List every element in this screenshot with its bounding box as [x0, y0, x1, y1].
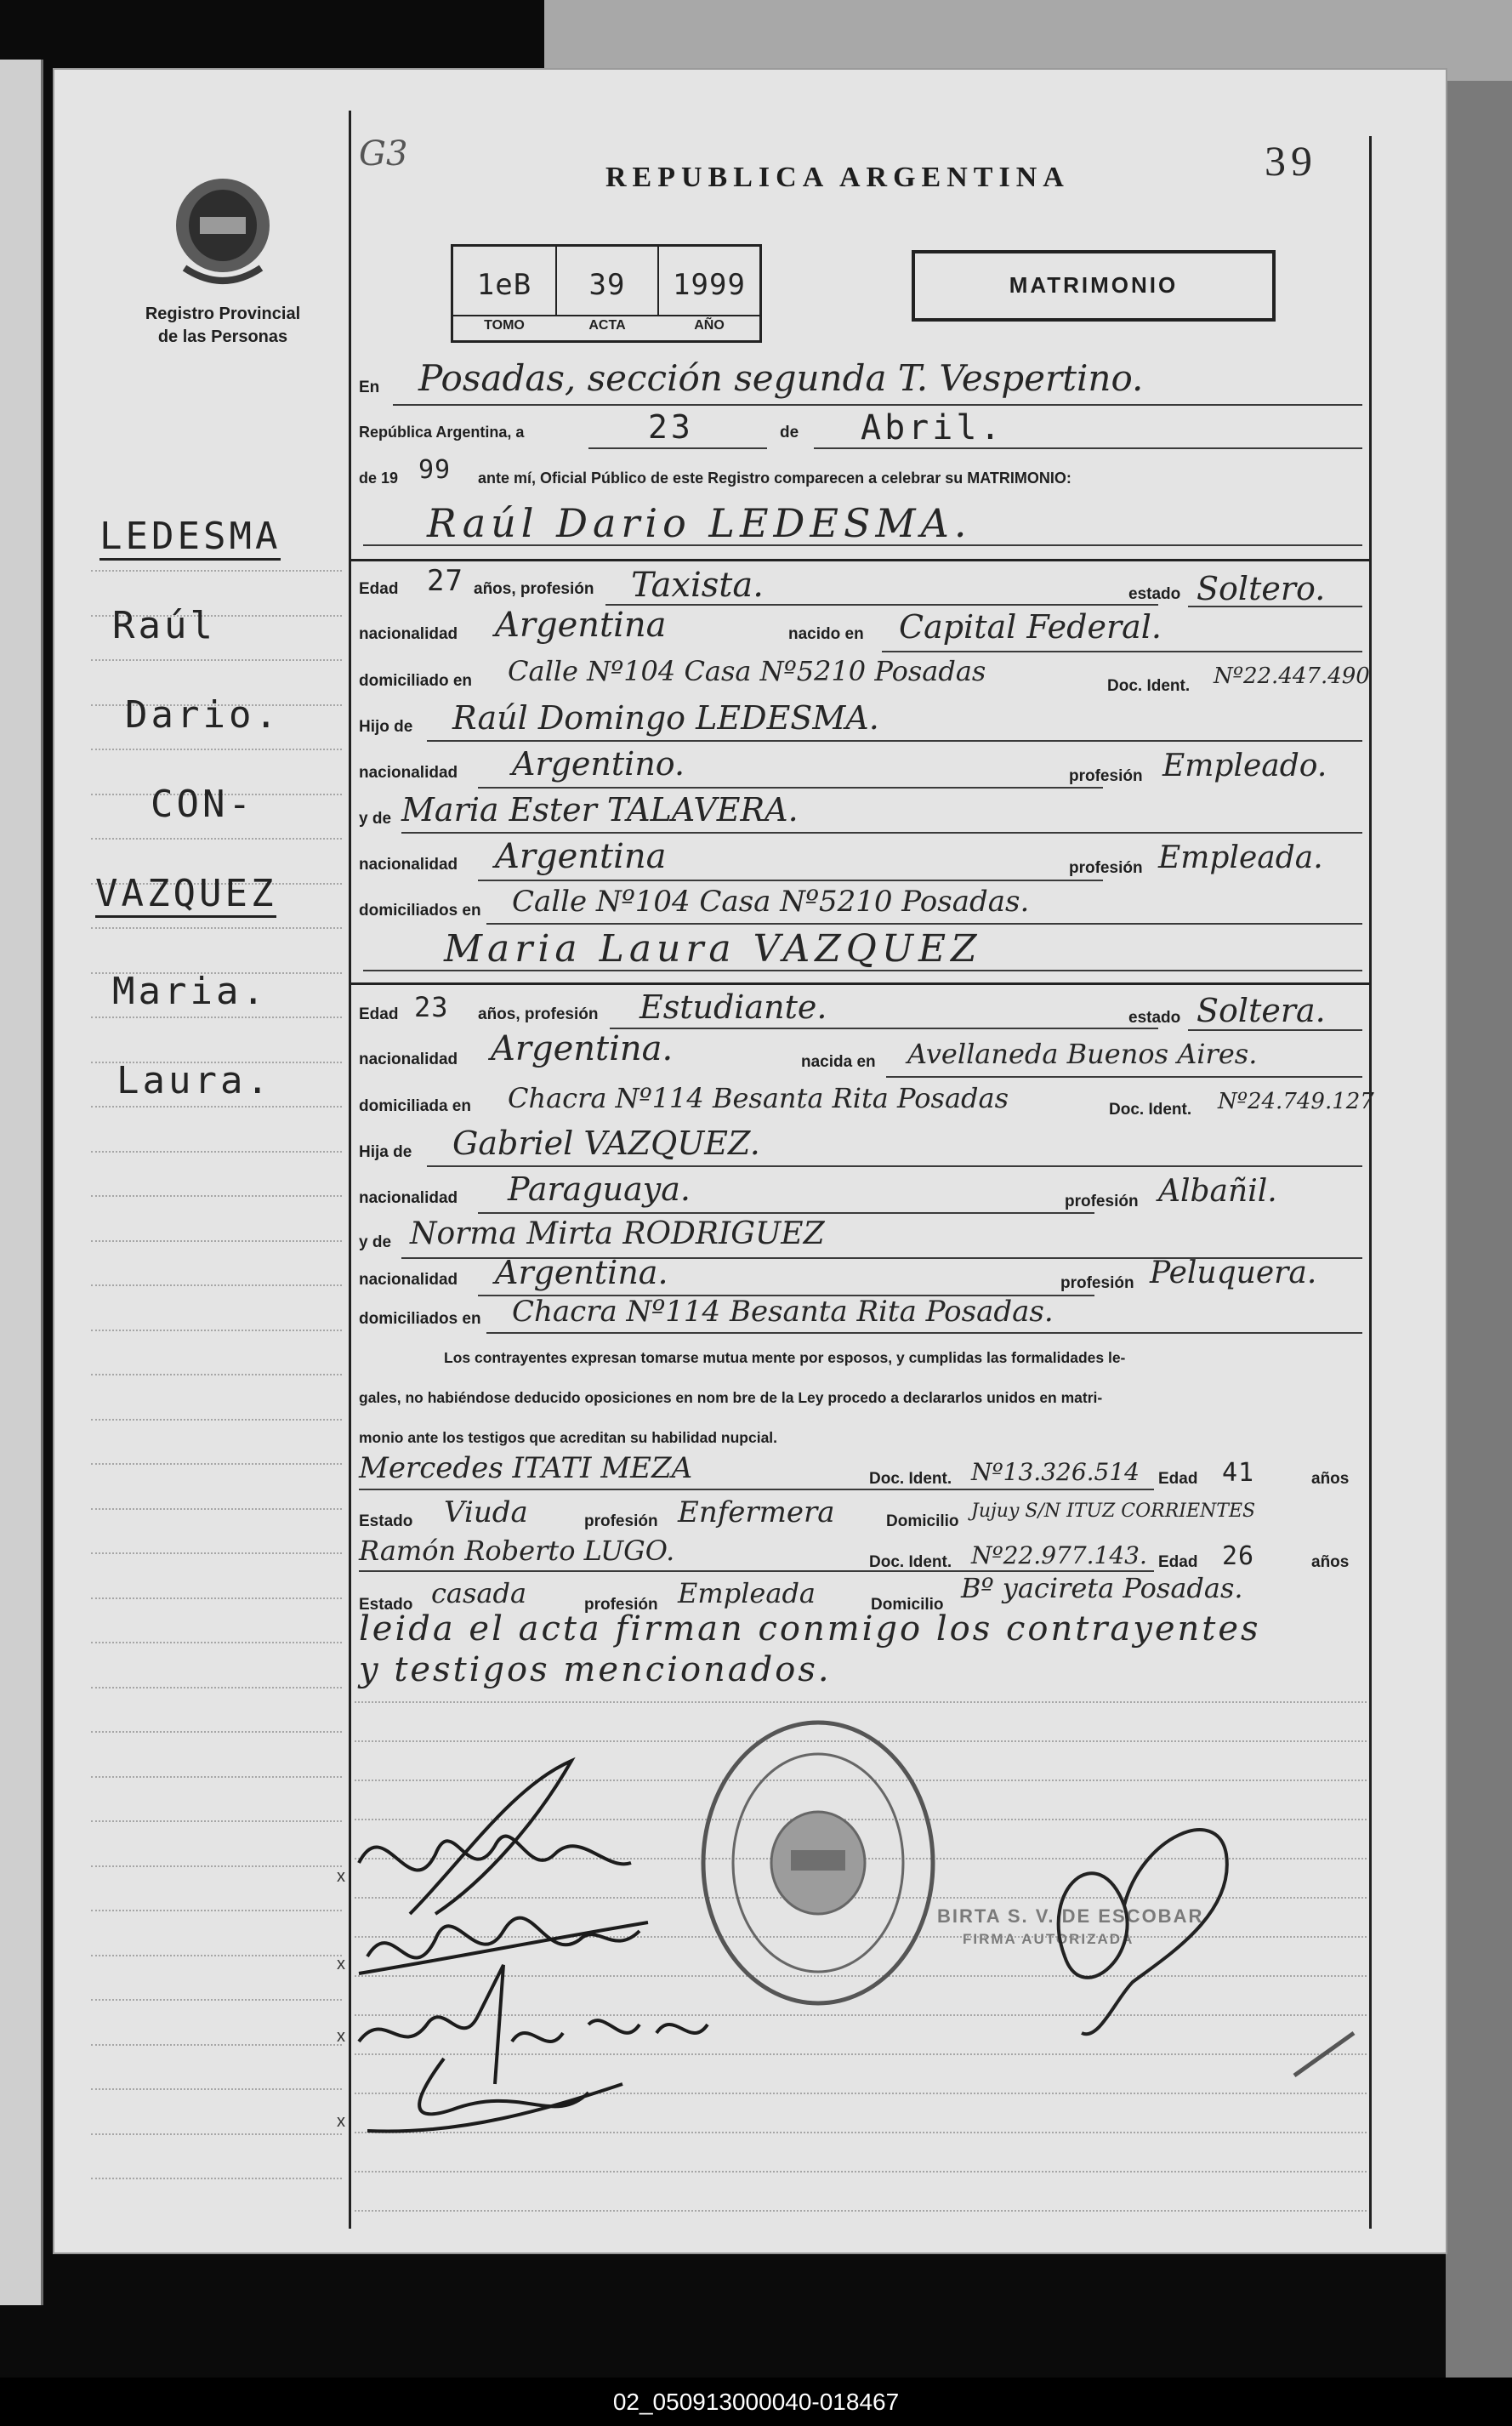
appear-text: ante mí, Oficial Público de este Registro comparecen a celebrar su MATRIMONIO:: [478, 470, 1071, 487]
margin-ruled-line: [91, 1910, 342, 1911]
margin-ruled-line: [91, 1731, 342, 1733]
ano-value: 1999: [673, 268, 746, 302]
margin-ruled-line: [91, 1463, 342, 1465]
margin-name-laura: Laura.: [117, 1059, 272, 1102]
tomo-value: 1eB: [476, 268, 532, 302]
bride-and-label: y de: [359, 1233, 392, 1251]
bride-father-nationality: Paraguaya.: [508, 1170, 691, 1208]
groom-dom-label: domiciliado en: [359, 672, 473, 690]
margin-ruled-line: [91, 749, 342, 750]
acta-value: 39: [588, 268, 626, 302]
bride-parents-dom-label: domiciliados en: [359, 1310, 481, 1328]
bride-estado: Soltera.: [1197, 992, 1326, 1029]
margin-ruled-line: [91, 1687, 342, 1689]
groom-domicile: Calle Nº104 Casa Nº5210 Posadas: [508, 655, 986, 687]
svg-text:x: x: [337, 1955, 345, 1973]
acta-label: ACTA: [588, 318, 626, 333]
witness1-domicile: Jujuy S/N ITUZ CORRIENTES: [971, 1501, 1256, 1522]
republic-heading: REPUBLICA ARGENTINA: [605, 162, 1070, 193]
en-label: En: [359, 379, 380, 396]
groom-nationality: Argentina: [495, 606, 667, 645]
book-binding: [0, 60, 43, 2305]
groom-mother-profession: Empleada.: [1158, 840, 1323, 875]
day-value: 23: [648, 408, 694, 446]
groom-father-nationality: Argentino.: [512, 745, 685, 783]
groom-nac-label: nacionalidad: [359, 625, 458, 643]
margin-surname-bride: VAZQUEZ: [95, 872, 276, 918]
bride-nac-label: nacionalidad: [359, 1051, 458, 1068]
margin-ruled-line: [91, 1195, 342, 1197]
margin-ruled-line: [91, 659, 342, 661]
witness1-prof-label: profesión: [584, 1512, 658, 1530]
witness1-name: Mercedes ITATI MEZA: [359, 1451, 693, 1485]
margin-ruled-line: [91, 1597, 342, 1599]
bride-mother-nac-label: nacionalidad: [359, 1271, 458, 1289]
bride-daughter-label: Hija de: [359, 1143, 412, 1161]
witness2-prof-label: profesión: [584, 1596, 658, 1614]
bride-doc: Nº24.749.127: [1218, 1089, 1374, 1114]
registry-name-line1: Registro Provincial: [145, 305, 301, 323]
bride-domicile: Chacra Nº114 Besanta Rita Posadas: [508, 1082, 1009, 1114]
margin-ruled-line: [91, 1552, 342, 1554]
svg-text:x: x: [337, 2112, 345, 2131]
witness2-doc: Nº22.977.143.: [971, 1541, 1147, 1569]
bride-father-nac-label: nacionalidad: [359, 1189, 458, 1207]
corner-mark: G3: [359, 134, 408, 174]
bride-prof-label: años, profesión: [478, 1005, 599, 1023]
groom-prof-label: años, profesión: [474, 580, 594, 598]
svg-text:x: x: [337, 2027, 345, 2046]
groom-estado: Soltero.: [1197, 570, 1326, 607]
document-code: 02_050913000040-018467: [0, 2378, 1512, 2426]
official-name: BIRTA S. V. DE ESCOBAR: [937, 1905, 1204, 1927]
groom-born: Capital Federal.: [899, 608, 1162, 646]
groom-parents-dom-label: domiciliados en: [359, 902, 481, 920]
margin-ruled-line: [91, 927, 342, 929]
groom-name: Raúl Dario LEDESMA.: [427, 500, 972, 546]
margin-ruled-line: [91, 570, 342, 572]
margin-ruled-line: [91, 1955, 342, 1956]
bride-father: Gabriel VAZQUEZ.: [452, 1125, 760, 1162]
bride-profession: Estudiante.: [639, 988, 827, 1026]
tomo-label: TOMO: [484, 318, 525, 333]
ano-label: AÑO: [694, 318, 725, 333]
register-page: [53, 68, 1447, 2254]
margin-ruled-line: [91, 1374, 342, 1375]
margin-ruled-line: [91, 1151, 342, 1153]
witness2-doc-label: Doc. Ident.: [869, 1553, 952, 1571]
groom-age: 27: [427, 564, 463, 598]
declaration-line2: gales, no habiéndose deducido oposiciones en nom bre de la Ley procedo a declararlos unidos en matri-: [359, 1389, 1103, 1406]
margin-ruled-line: [91, 1642, 342, 1643]
margin-name-maria: Maria.: [112, 970, 268, 1013]
record-number-box: [451, 244, 762, 343]
margin-ruled-line: [91, 2088, 342, 2090]
groom-age-label: Edad: [359, 580, 399, 598]
groom-parents-domicile: Calle Nº104 Casa Nº5210 Posadas.: [512, 885, 1030, 919]
margin-ruled-line: [91, 1106, 342, 1108]
body-ruled-line: [355, 2210, 1367, 2212]
groom-mother-prof-label: profesión: [1069, 859, 1143, 877]
groom-son-label: Hijo de: [359, 718, 413, 736]
witness1-age-label: Edad: [1158, 1470, 1198, 1488]
groom-born-label: nacido en: [788, 625, 864, 643]
bride-dom-label: domiciliada en: [359, 1097, 471, 1115]
groom-father-prof-label: profesión: [1069, 767, 1143, 785]
margin-ruled-line: [91, 2133, 342, 2135]
groom-father: Raúl Domingo LEDESMA.: [452, 699, 879, 737]
bride-name: Maria Laura VAZQUEZ: [444, 927, 982, 971]
witness2-years-label: años: [1311, 1553, 1350, 1571]
background-right: [1446, 81, 1512, 2378]
groom-estado-label: estado: [1128, 585, 1181, 603]
margin-ruled-line: [91, 1776, 342, 1778]
margin-surname-groom: LEDESMA: [99, 515, 281, 561]
bride-age: 23: [414, 991, 449, 1023]
witness1-doc: Nº13.326.514: [971, 1458, 1140, 1486]
year-prefix: de 19: [359, 470, 399, 487]
witness2-dom-label: Domicilio: [871, 1596, 944, 1614]
witness2-name: Ramón Roberto LUGO.: [359, 1535, 675, 1567]
witness1-dom-label: Domicilio: [886, 1512, 959, 1530]
margin-name-dario: Dario.: [125, 693, 281, 737]
bride-age-label: Edad: [359, 1005, 399, 1023]
witness1-age: 41: [1222, 1458, 1255, 1488]
right-border: [1369, 136, 1372, 2229]
margin-ruled-line: [91, 2178, 342, 2179]
bride-estado-label: estado: [1128, 1009, 1181, 1027]
groom-father-profession: Empleado.: [1162, 749, 1327, 783]
margin-con: CON-: [151, 783, 254, 826]
witness1-estado-label: Estado: [359, 1512, 413, 1530]
place: Posadas, sección segunda T. Vespertino.: [418, 357, 1144, 399]
document-type: MATRIMONIO: [1009, 272, 1179, 298]
witness2-age-label: Edad: [1158, 1553, 1198, 1571]
witness1-years-label: años: [1311, 1470, 1350, 1488]
groom-mother-nac-label: nacionalidad: [359, 856, 458, 874]
bride-father-profession: Albañil.: [1158, 1174, 1277, 1209]
coat-of-arms-icon: [168, 174, 278, 293]
witness1-doc-label: Doc. Ident.: [869, 1470, 952, 1488]
margin-ruled-line: [91, 2044, 342, 2046]
groom-and-label: y de: [359, 810, 392, 828]
margin-ruled-line: [91, 1820, 342, 1822]
margin-name-raul: Raúl: [112, 604, 216, 647]
witness2-age: 26: [1222, 1541, 1255, 1571]
official-signature: [1031, 1786, 1252, 2059]
de-label: de: [780, 424, 799, 441]
groom-doc-label: Doc. Ident.: [1107, 677, 1191, 695]
year-value: 99: [418, 455, 452, 485]
declaration-line3: monio ante los testigos que acreditan su habilidad nupcial.: [359, 1429, 778, 1446]
svg-text:x: x: [337, 1867, 345, 1886]
bride-parents-domicile: Chacra Nº114 Besanta Rita Posadas.: [512, 1295, 1054, 1329]
witness2-estado-label: Estado: [359, 1596, 413, 1614]
registry-name-line2: de las Personas: [157, 327, 288, 346]
groom-mother: Maria Ester TALAVERA.: [401, 791, 799, 829]
bride-mother: Norma Mirta RODRIGUEZ: [410, 1216, 825, 1251]
closing-line2: y testigos mencionados.: [359, 1650, 832, 1689]
margin-ruled-line: [91, 1865, 342, 1867]
signatures-graphic: [333, 1684, 810, 2161]
groom-mother-nationality: Argentina: [495, 837, 667, 876]
bride-mother-profession: Peluquera.: [1150, 1256, 1317, 1290]
margin-ruled-line: [91, 1240, 342, 1242]
bride-born-label: nacida en: [801, 1053, 876, 1071]
groom-doc: Nº22.447.490: [1214, 663, 1370, 689]
margin-ruled-line: [91, 1284, 342, 1286]
margin-stroke: [1290, 2025, 1358, 2084]
bride-mother-prof-label: profesión: [1060, 1274, 1134, 1292]
groom-father-nac-label: nacionalidad: [359, 764, 458, 782]
margin-ruled-line: [91, 838, 342, 840]
witness2-profession: Empleada: [678, 1577, 816, 1609]
bride-mother-nationality: Argentina.: [495, 1254, 668, 1291]
witness1-profession: Enfermera: [678, 1495, 835, 1529]
bride-father-prof-label: profesión: [1065, 1193, 1139, 1210]
document-type-box: [912, 250, 1276, 322]
margin-ruled-line: [91, 1017, 342, 1018]
declaration-line1: Los contrayentes expresan tomarse mutua mente por esposos, y cumplidas las formalidades le-: [444, 1349, 1126, 1366]
witness2-domicile: Bº yacireta Posadas.: [961, 1572, 1243, 1604]
bride-nationality: Argentina.: [491, 1029, 674, 1068]
groom-profession: Taxista.: [631, 566, 764, 605]
witness2-estado: casada: [431, 1577, 527, 1609]
margin-ruled-line: [91, 1999, 342, 2001]
month-value: Abril.: [861, 408, 1004, 447]
closing-line1: leida el acta firman conmigo los contrayentes: [359, 1609, 1261, 1649]
bride-doc-label: Doc. Ident.: [1109, 1101, 1192, 1119]
body-ruled-line: [355, 2171, 1367, 2173]
margin-ruled-line: [91, 1508, 342, 1510]
bride-born: Avellaneda Buenos Aires.: [907, 1038, 1258, 1070]
margin-ruled-line: [91, 1330, 342, 1331]
witness1-estado: Viuda: [444, 1495, 528, 1529]
official-title: FIRMA AUTORIZADA: [963, 1931, 1134, 1947]
page-number: 39: [1265, 137, 1317, 185]
republic-label: República Argentina, a: [359, 424, 525, 441]
margin-ruled-line: [91, 1419, 342, 1421]
